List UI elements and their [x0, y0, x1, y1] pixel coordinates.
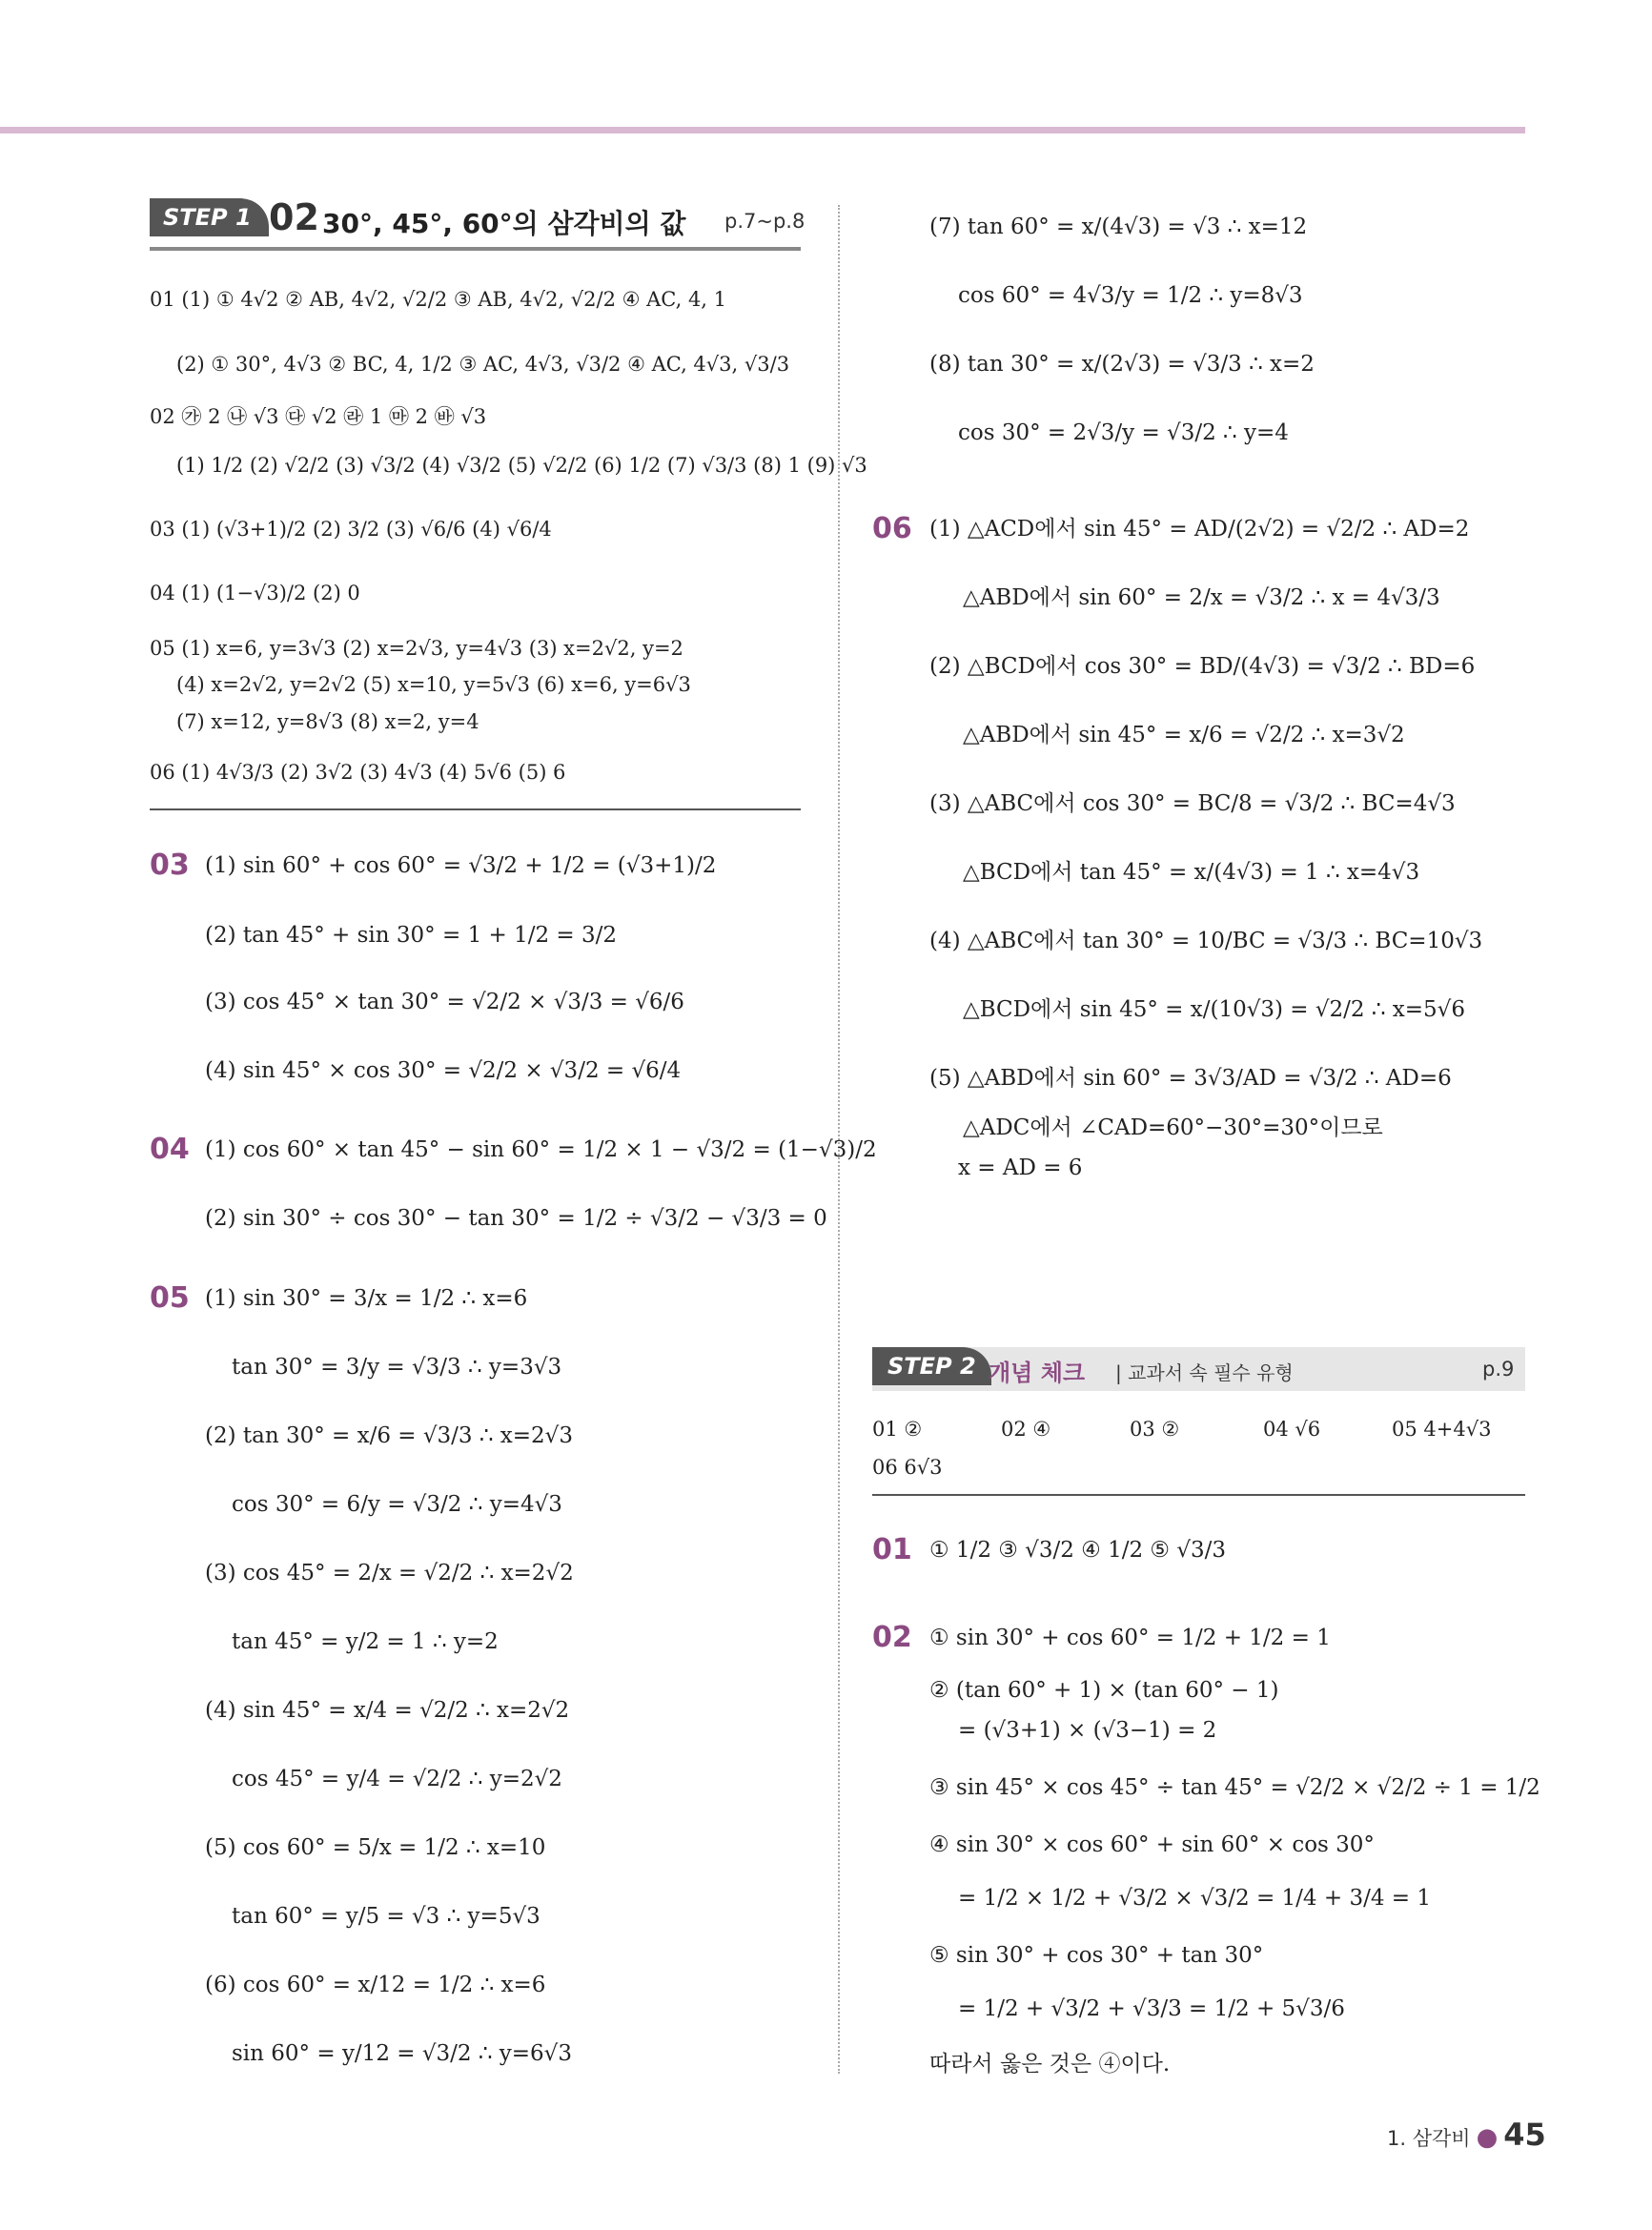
- solution-line: ① 1/2 ③ √3/2 ④ 1/2 ⑤ √3/3: [929, 1538, 1227, 1563]
- step2-answer: 03 ②: [1130, 1418, 1180, 1441]
- problem-number-04: 04: [150, 1133, 190, 1166]
- header-underline: [150, 247, 801, 251]
- problem-number-03: 03: [150, 849, 190, 882]
- bullet-icon: ●: [1476, 2123, 1499, 2152]
- solution-line: cos 30° = 2√3/y = √3/2 ∴ y=4: [958, 420, 1289, 445]
- solution-line: △ADC에서 ∠CAD=60°−30°=30°이므로: [963, 1115, 1383, 1140]
- problem-number-02: 02: [872, 1621, 912, 1654]
- step2-answer: 02 ④: [1001, 1418, 1051, 1441]
- solution-line: (2) tan 45° + sin 30° = 1 + 1/2 = 3/2: [205, 923, 618, 948]
- solution-line: (8) tan 30° = x/(2√3) = √3/3 ∴ x=2: [929, 352, 1315, 377]
- section-number: 02: [269, 196, 319, 238]
- solution-line: tan 45° = y/2 = 1 ∴ y=2: [232, 1629, 499, 1654]
- solution-line: (1) sin 60° + cos 60° = √3/2 + 1/2 = (√3+1)/2: [205, 853, 717, 878]
- answer-line: 04 (1) (1−√3)/2 (2) 0: [150, 582, 360, 604]
- solution-line: (4) △ABC에서 tan 30° = 10/BC = √3/3 ∴ BC=10√3: [929, 929, 1483, 953]
- page-number: 45: [1503, 2117, 1546, 2153]
- solution-line: (1) △ACD에서 sin 45° = AD/(2√2) = √2/2 ∴ AD=2: [929, 517, 1470, 542]
- solution-line: ② (tan 60° + 1) × (tan 60° − 1): [929, 1678, 1279, 1703]
- solution-line: (3) △ABC에서 cos 30° = BC/8 = √3/2 ∴ BC=4√3: [929, 791, 1456, 816]
- page-footer: [1387, 2117, 1546, 2153]
- solution-line: sin 60° = y/12 = √3/2 ∴ y=6√3: [232, 2041, 572, 2066]
- answer-line: 02 ㉮ 2 ㉯ √3 ㉰ √2 ㉱ 1 ㉲ 2 ㉳ √3: [150, 405, 487, 428]
- solution-line: (2) sin 30° ÷ cos 30° − tan 30° = 1/2 ÷ √3/2 − √3/3 = 0: [205, 1206, 827, 1231]
- answer-line: 01 (1) ① 4√2 ② AB, 4√2, √2/2 ③ AB, 4√2, √2/2 ④ AC, 4, 1: [150, 288, 727, 311]
- answer-line: (4) x=2√2, y=2√2 (5) x=10, y=5√3 (6) x=6, y=6√3: [176, 673, 691, 696]
- solution-line: tan 60° = y/5 = √3 ∴ y=5√3: [232, 1904, 540, 1929]
- solution-line: (4) sin 45° × cos 30° = √2/2 × √3/2 = √6/4: [205, 1058, 682, 1083]
- solution-line: (3) cos 45° = 2/x = √2/2 ∴ x=2√2: [205, 1561, 574, 1586]
- answer-line: 05 (1) x=6, y=3√3 (2) x=2√3, y=4√3 (3) x=2√2, y=2: [150, 637, 683, 660]
- solution-line: cos 45° = y/4 = √2/2 ∴ y=2√2: [232, 1767, 562, 1791]
- top-rule: [0, 127, 1525, 133]
- solution-line: (4) sin 45° = x/4 = √2/2 ∴ x=2√2: [205, 1698, 570, 1723]
- solution-line: (5) △ABD에서 sin 60° = 3√3/AD = √3/2 ∴ AD=6: [929, 1066, 1452, 1091]
- solution-line: △ABD에서 sin 45° = x/6 = √2/2 ∴ x=3√2: [963, 723, 1405, 747]
- step2-answer: 06 6√3: [872, 1456, 943, 1479]
- answer-line: (2) ① 30°, 4√3 ② BC, 4, 1/2 ③ AC, 4√3, √3/2 ④ AC, 4√3, √3/3: [176, 353, 790, 376]
- solution-line: ④ sin 30° × cos 60° + sin 60° × cos 30°: [929, 1832, 1375, 1857]
- solution-line: cos 30° = 6/y = √3/2 ∴ y=4√3: [232, 1492, 562, 1517]
- answer-line: (1) 1/2 (2) √2/2 (3) √3/2 (4) √3/2 (5) √2/2 (6) 1/2 (7) √3/3 (8) 1 (9) √3: [176, 454, 867, 477]
- section-title: 30°, 45°, 60°의 삼각비의 값: [322, 208, 686, 239]
- solution-line: (1) cos 60° × tan 45° − sin 60° = 1/2 × 1 − √3/2 = (1−√3)/2: [205, 1137, 877, 1162]
- step1-badge: STEP 1: [150, 198, 269, 236]
- step2-answer: 05 4+4√3: [1392, 1418, 1492, 1441]
- solution-line: = (√3+1) × (√3−1) = 2: [958, 1718, 1217, 1743]
- step2-title: 개념 체크: [989, 1360, 1086, 1386]
- step2-subtitle: | 교과서 속 필수 유형: [1115, 1361, 1294, 1384]
- solution-line: △BCD에서 sin 45° = x/(10√3) = √2/2 ∴ x=5√6: [963, 997, 1465, 1022]
- solution-line: (3) cos 45° × tan 30° = √2/2 × √3/3 = √6/6: [205, 990, 684, 1014]
- solution-line: tan 30° = 3/y = √3/3 ∴ y=3√3: [232, 1355, 562, 1380]
- answer-line: (7) x=12, y=8√3 (8) x=2, y=4: [176, 710, 479, 733]
- solution-line: ⑤ sin 30° + cos 30° + tan 30°: [929, 1943, 1264, 1968]
- solution-line: (2) tan 30° = x/6 = √3/3 ∴ x=2√3: [205, 1423, 573, 1448]
- solution-line: = 1/2 + √3/2 + √3/3 = 1/2 + 5√3/6: [958, 1996, 1345, 2021]
- section-separator: [150, 808, 801, 810]
- problem-number-06: 06: [872, 512, 912, 545]
- problem-number-05: 05: [150, 1281, 190, 1315]
- step2-pages: p.9: [1482, 1358, 1515, 1381]
- solution-line: (5) cos 60° = 5/x = 1/2 ∴ x=10: [205, 1835, 546, 1860]
- step2-answer: 04 √6: [1263, 1418, 1321, 1441]
- solution-line: (7) tan 60° = x/(4√3) = √3 ∴ x=12: [929, 215, 1308, 239]
- solution-line: △ABD에서 sin 60° = 2/x = √3/2 ∴ x = 4√3/3: [963, 585, 1440, 610]
- solution-line: ① sin 30° + cos 60° = 1/2 + 1/2 = 1: [929, 1626, 1331, 1650]
- step2-answer: 01 ②: [872, 1418, 923, 1441]
- solution-line: (6) cos 60° = x/12 = 1/2 ∴ x=6: [205, 1973, 546, 1997]
- chapter-label: 1. 삼각비: [1387, 2127, 1471, 2150]
- problem-number-01: 01: [872, 1533, 912, 1566]
- answer-line: 06 (1) 4√3/3 (2) 3√2 (3) 4√3 (4) 5√6 (5) 6: [150, 761, 566, 784]
- solution-line: cos 60° = 4√3/y = 1/2 ∴ y=8√3: [958, 283, 1303, 308]
- solution-line: (1) sin 30° = 3/x = 1/2 ∴ x=6: [205, 1286, 528, 1311]
- solution-line: ③ sin 45° × cos 45° ÷ tan 45° = √2/2 × √2/2 ÷ 1 = 1/2: [929, 1775, 1540, 1800]
- step2-badge: STEP 2: [872, 1347, 991, 1385]
- solution-line: = 1/2 × 1/2 + √3/2 × √3/2 = 1/4 + 3/4 = 1: [958, 1886, 1431, 1911]
- solution-line: △BCD에서 tan 45° = x/(4√3) = 1 ∴ x=4√3: [963, 860, 1420, 885]
- solution-line: (2) △BCD에서 cos 30° = BD/(4√3) = √3/2 ∴ BD=6: [929, 654, 1476, 679]
- solution-line: x = AD = 6: [958, 1156, 1083, 1180]
- solution-line: 따라서 옳은 것은 ④이다.: [929, 2052, 1171, 2077]
- section-separator: [872, 1494, 1525, 1496]
- section-pages: p.7~p.8: [724, 210, 806, 233]
- answer-line: 03 (1) (√3+1)/2 (2) 3/2 (3) √6/6 (4) √6/4: [150, 518, 552, 541]
